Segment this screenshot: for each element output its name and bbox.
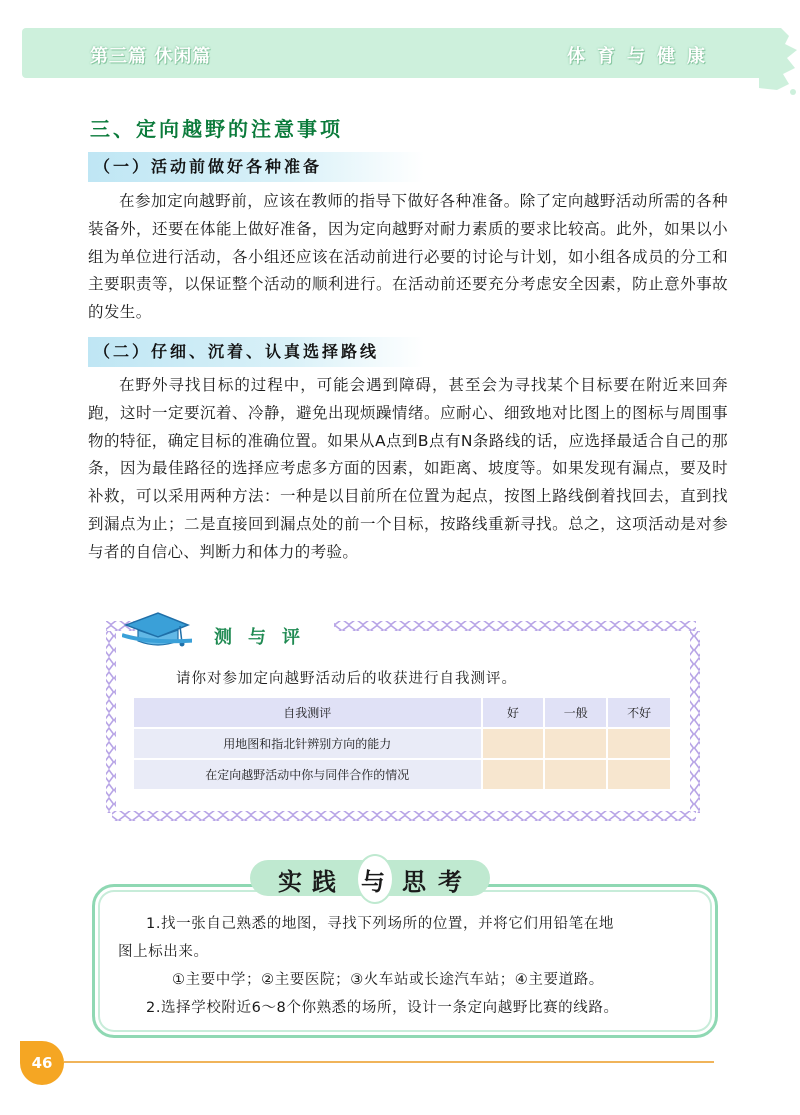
text-line: 目前所在位置为起点，按图上路线倒着找回去，直到找到漏点为止；二是直接回	[88, 487, 728, 533]
header-good: 好	[482, 697, 545, 728]
rating-cell-average[interactable]	[544, 728, 607, 759]
text-line: 如距离、坡度等。如果发现有漏点，要及时补救，可以采用两种方法：一种是以	[88, 459, 728, 506]
table-row	[133, 728, 671, 759]
practice-title-char: 思	[402, 867, 426, 896]
page-number: 46	[20, 1041, 64, 1085]
table-row	[133, 759, 671, 790]
practice-item: ①主要中学；②主要医院；③火车站或长途汽车站；④主要道路。	[172, 972, 604, 988]
text-line: 在野外寻找目标的过程中，可能会遇到障碍，甚至会为寻找某个目标要在附	[119, 376, 663, 394]
text-line: 到漏点处的前一个目标，按路线重新寻找。总之，这项活动是对参与者的自信	[88, 514, 728, 561]
text-line: 所需的各种装备外，还要在体能上做好准备，因为定向越野对耐力素质的要求比	[88, 192, 728, 238]
rating-cell-poor[interactable]	[607, 759, 671, 790]
practice-item: 2.选择学校附近6～8个你熟悉的场所，设计一条定向越野比赛的线路。	[146, 1000, 619, 1016]
practice-title	[250, 860, 490, 896]
section-title: 三、定向越野的注意事项	[90, 117, 343, 141]
practice-title-char: 考	[438, 867, 462, 896]
practice-title-char: 与	[361, 867, 385, 896]
rating-cell-good[interactable]	[482, 759, 545, 790]
subsection-1-title: （一）活动前做好各种准备	[88, 152, 424, 182]
text-line: 在参加定向越野前，应该在教师的指导下做好各种准备。除了定向越野活动	[119, 192, 648, 210]
header-poor: 不好	[607, 697, 671, 728]
rating-cell-poor[interactable]	[607, 728, 671, 759]
subsection-1-paragraph	[88, 188, 728, 327]
footer-divider	[64, 1061, 714, 1063]
evaluation-prompt: 请你对参加定向越野活动后的收获进行自我测评。	[176, 671, 517, 687]
header-banner	[22, 28, 777, 78]
rating-cell-average[interactable]	[544, 759, 607, 790]
text-line: 近来回奔跑，这时一定要沉着、冷静，避免出现烦躁情绪。应耐心、细致地对比	[88, 376, 728, 422]
evaluation-title: 测与评	[214, 627, 316, 648]
header-criterion: 自我测评	[133, 697, 482, 728]
header-average: 一般	[544, 697, 607, 728]
practice-title-char: 实	[278, 867, 302, 896]
subsection-2-paragraph	[88, 372, 728, 567]
text-line: 论与计划，如小组各成员的分工和主要职责等，以保证整个活动的顺利进行。在	[88, 247, 728, 294]
text-line: 心、判断力和体力的考验。	[167, 542, 359, 561]
text-line: 线的话，应选择最适合自己的那条，因为最佳路径的选择应考虑多方面的因素，	[88, 431, 728, 478]
criterion-cell: 在定向越野活动中你与同伴合作的情况	[133, 759, 482, 790]
text-line: 图上的图标与周围事物的特征，确定目标的准确位置。如果从A点到B点有N条路	[88, 403, 728, 450]
graduation-cap-icon	[122, 609, 192, 649]
table-header-row	[133, 697, 671, 728]
torn-edge-icon	[759, 28, 799, 100]
practice-title-char: 践	[312, 867, 336, 896]
header-book-title: 体育与健康	[567, 46, 717, 67]
rating-cell-good[interactable]	[482, 728, 545, 759]
self-evaluation-table	[132, 696, 672, 791]
practice-item: 图上标出来。	[118, 944, 209, 960]
subsection-2-title: （二）仔细、沉着、认真选择路线	[88, 337, 424, 367]
evaluation-box	[104, 615, 702, 827]
criterion-cell: 用地图和指北针辨别方向的能力	[133, 728, 482, 759]
text-line: 较高。此外，如果以小组为单位进行活动，各小组还应该在活动前进行必要的讨	[88, 219, 728, 266]
header-chapter: 第三篇 休闲篇	[90, 46, 212, 67]
text-line: 活动前还要充分考虑安全因素，防止意外事故的发生。	[88, 275, 728, 322]
practice-item: 1.找一张自己熟悉的地图，寻找下列场所的位置，并将它们用铅笔在地	[146, 916, 615, 932]
